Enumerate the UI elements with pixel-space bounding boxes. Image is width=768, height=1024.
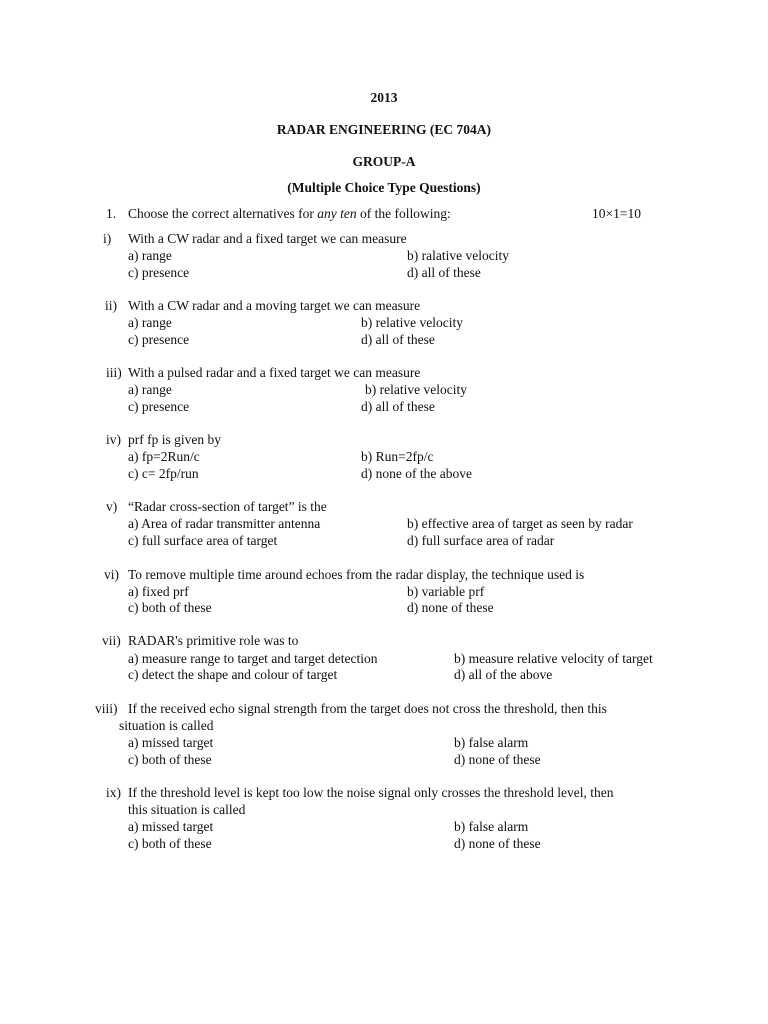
question-text: “Radar cross-section of target” is the <box>128 499 327 514</box>
option-c: c) both of these <box>128 600 212 615</box>
option-d: d) full surface area of radar <box>407 533 555 548</box>
option-b: b) variable prf <box>407 584 485 599</box>
option-d: d) all of the above <box>454 667 553 682</box>
option-c: c) detect the shape and colour of target <box>128 667 338 682</box>
option-b: b) false alarm <box>454 819 529 834</box>
option-b: b) false alarm <box>454 735 529 750</box>
option-a: a) fp=2Run/c <box>128 449 200 464</box>
question-number: ix) <box>106 785 121 800</box>
instruction-number: 1. <box>106 206 117 221</box>
option-b: b) Run=2fp/c <box>361 449 434 464</box>
question-number: i) <box>103 231 112 246</box>
option-d: d) none of the above <box>361 466 472 481</box>
option-d: d) none of these <box>407 600 494 615</box>
option-b: b) ralative velocity <box>407 248 509 263</box>
question-text: With a pulsed radar and a fixed target we can measure <box>128 365 421 380</box>
option-b: b) relative velocity <box>361 315 463 330</box>
option-a: a) missed target <box>128 735 214 750</box>
instruction-text-after: of the following: <box>356 206 451 221</box>
option-c: c) presence <box>128 399 190 414</box>
question-text: RADAR's primitive role was to <box>128 633 299 648</box>
option-b: b) relative velocity <box>365 382 467 397</box>
option-d: d) none of these <box>454 836 541 851</box>
question-type-heading: (Multiple Choice Type Questions) <box>287 180 481 195</box>
option-a: a) fixed prf <box>128 584 189 599</box>
option-a: a) missed target <box>128 819 214 834</box>
instruction-emphasis: any ten <box>317 206 357 221</box>
option-a: a) range <box>128 382 172 397</box>
question-number: v) <box>106 499 118 514</box>
option-a: a) measure range to target and target detection <box>128 651 378 666</box>
question-number: ii) <box>105 298 117 313</box>
instruction-text <box>128 205 451 222</box>
option-c: c) presence <box>128 265 190 280</box>
option-c: c) both of these <box>128 752 212 767</box>
option-c: c) both of these <box>128 836 212 851</box>
option-d: d) all of these <box>407 265 481 280</box>
instruction-text-before: Choose the correct alternatives for <box>128 206 318 221</box>
question-text: If the received echo signal strength from the target does not cross the threshold, then this <box>128 701 607 716</box>
option-c: c) full surface area of target <box>128 533 278 548</box>
option-b: b) measure relative velocity of target <box>454 651 653 666</box>
option-a: a) range <box>128 248 172 263</box>
question-text: With a CW radar and a moving target we can measure <box>128 298 421 313</box>
question-number: vi) <box>104 567 119 582</box>
option-d: d) all of these <box>361 399 435 414</box>
option-a: a) Area of radar transmitter antenna <box>128 516 321 531</box>
question-number: vii) <box>102 633 121 648</box>
option-b: b) effective area of target as seen by radar <box>407 516 633 531</box>
question-number: iv) <box>106 432 121 447</box>
option-c: c) c= 2fp/run <box>128 466 199 481</box>
question-text: prf fp is given by <box>128 432 221 447</box>
question-text: If the threshold level is kept too low the noise signal only crosses the threshold level, then <box>128 785 614 800</box>
exam-year: 2013 <box>370 90 398 105</box>
option-d: d) none of these <box>454 752 541 767</box>
question-number: iii) <box>106 365 122 380</box>
question-text-continued: situation is called <box>119 718 214 733</box>
question-text: With a CW radar and a fixed target we can measure <box>128 231 407 246</box>
option-d: d) all of these <box>361 332 435 347</box>
option-a: a) range <box>128 315 172 330</box>
subject-title: RADAR ENGINEERING (EC 704A) <box>276 122 492 137</box>
question-text-continued: this situation is called <box>128 802 246 817</box>
group-heading: GROUP-A <box>352 154 416 169</box>
question-text: To remove multiple time around echoes from the radar display, the technique used is <box>128 567 585 582</box>
question-number: viii) <box>95 701 118 716</box>
instruction-marks: 10×1=10 <box>592 206 641 221</box>
option-c: c) presence <box>128 332 190 347</box>
